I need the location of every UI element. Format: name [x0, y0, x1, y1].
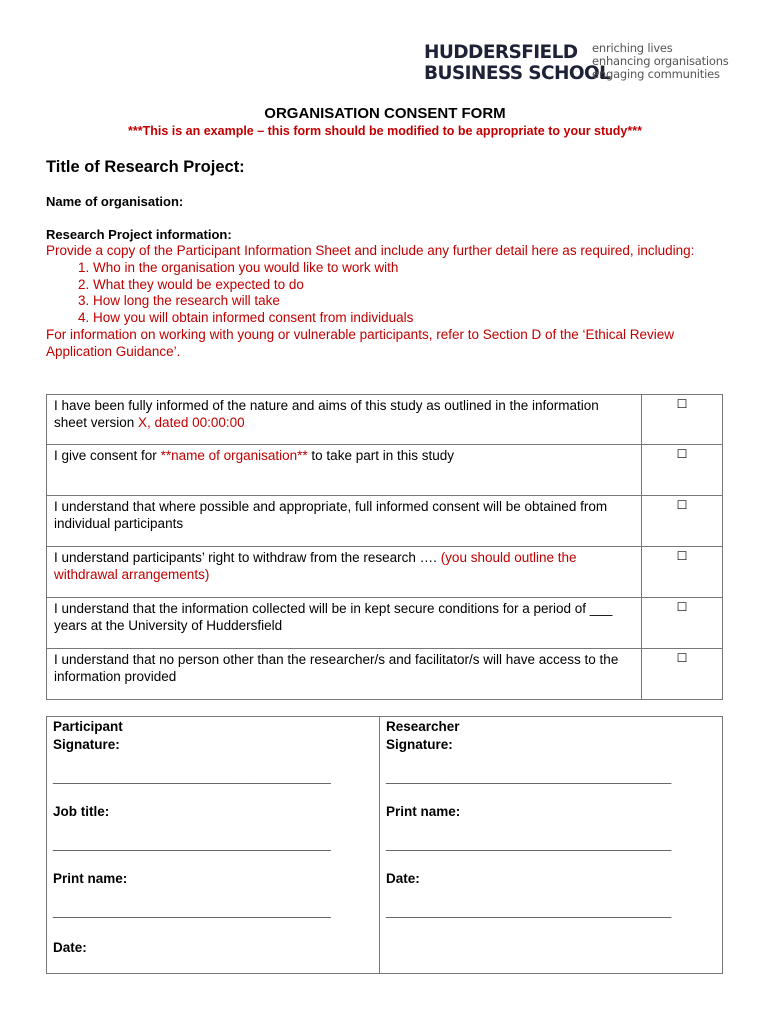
- consent-row: [47, 649, 723, 700]
- consent-statement: I have been fully informed of the nature and aims of this study as outlined in the information sheet version X, dated 00:00:00: [47, 395, 642, 445]
- researcher-print-name-field[interactable]: ______________________________________: [386, 836, 672, 851]
- project-info-guidance: [46, 243, 736, 361]
- consent-checkbox[interactable]: ☐: [642, 395, 723, 445]
- info-list-item: 3. How long the research will take: [93, 293, 736, 310]
- researcher-date-label: Date:: [386, 871, 420, 886]
- info-list-item: 2. What they would be expected to do: [93, 277, 736, 294]
- consent-statement: I understand participants’ right to withdraw from the research …. (you should outline the withdrawal arrangements): [47, 547, 642, 598]
- info-list-item: 4. How you will obtain informed consent from individuals: [93, 310, 736, 327]
- participant-print-name-field[interactable]: _____________________________________: [53, 903, 331, 918]
- participant-heading: Participant: [47, 717, 380, 736]
- logo-tagline: [592, 42, 729, 81]
- info-intro: Provide a copy of the Participant Information Sheet and include any further detail here as required, including:: [46, 243, 695, 258]
- participant-print-name-label: Print name:: [53, 871, 128, 886]
- logo-tagline-1: enriching lives: [592, 41, 673, 55]
- logo-name-line-2: BUSINESS SCHOOL: [424, 63, 611, 84]
- participant-column: [47, 735, 380, 974]
- info-list-item: 1. Who in the organisation you would like to work with: [93, 260, 736, 277]
- consent-checkbox[interactable]: ☐: [642, 547, 723, 598]
- participant-signature-label: Signature:: [53, 737, 120, 752]
- university-logo: [424, 41, 729, 84]
- consent-table: [46, 394, 723, 700]
- researcher-heading: Researcher: [380, 717, 723, 736]
- consent-row: [47, 496, 723, 547]
- consent-row: [47, 395, 723, 445]
- participant-date-label: Date:: [53, 940, 87, 955]
- participant-job-title-label: Job title:: [53, 804, 110, 819]
- consent-row: [47, 598, 723, 649]
- example-note: ***This is an example – this form should be modified to be appropriate to your study***: [128, 124, 642, 138]
- participant-job-title-field[interactable]: _____________________________________: [53, 836, 331, 851]
- researcher-date-field[interactable]: ______________________________________: [386, 903, 672, 918]
- consent-statement: I understand that where possible and appropriate, full informed consent will be obtained from individual participants: [47, 496, 642, 547]
- researcher-column: [380, 735, 723, 974]
- form-title: ORGANISATION CONSENT FORM: [264, 105, 506, 122]
- researcher-signature-label: Signature:: [386, 737, 453, 752]
- info-list: [46, 260, 736, 327]
- consent-row: [47, 547, 723, 598]
- consent-statement: I understand that the information collected will be in kept secure conditions for a period of ___ years at the University of Huddersfield: [47, 598, 642, 649]
- consent-statement: I understand that no person other than the researcher/s and facilitator/s will have access to the information provided: [47, 649, 642, 700]
- consent-checkbox[interactable]: ☐: [642, 496, 723, 547]
- signature-body-row: [47, 735, 723, 974]
- info-outro: For information on working with young or vulnerable participants, refer to Section D of the ‘Ethical Review Application Guidance’.: [46, 326, 675, 359]
- logo-name-line-1: HUDDERSFIELD: [424, 42, 578, 63]
- researcher-print-name-label: Print name:: [386, 804, 461, 819]
- signature-table: [46, 716, 723, 974]
- organisation-name-label: Name of organisation:: [46, 194, 184, 209]
- logo-tagline-3: engaging communities: [592, 67, 720, 81]
- logo-tagline-2: enhancing organisations: [592, 54, 729, 68]
- consent-checkbox[interactable]: ☐: [642, 598, 723, 649]
- project-info-label: Research Project information:: [46, 227, 232, 242]
- consent-row: [47, 445, 723, 496]
- consent-statement: I give consent for **name of organisation** to take part in this study: [47, 445, 642, 496]
- consent-checkbox[interactable]: ☐: [642, 649, 723, 700]
- researcher-signature-field[interactable]: ______________________________________: [386, 769, 672, 784]
- consent-checkbox[interactable]: ☐: [642, 445, 723, 496]
- project-title-label: Title of Research Project:: [46, 158, 245, 176]
- signature-header-row: [47, 717, 723, 736]
- participant-signature-field[interactable]: _____________________________________: [53, 769, 331, 784]
